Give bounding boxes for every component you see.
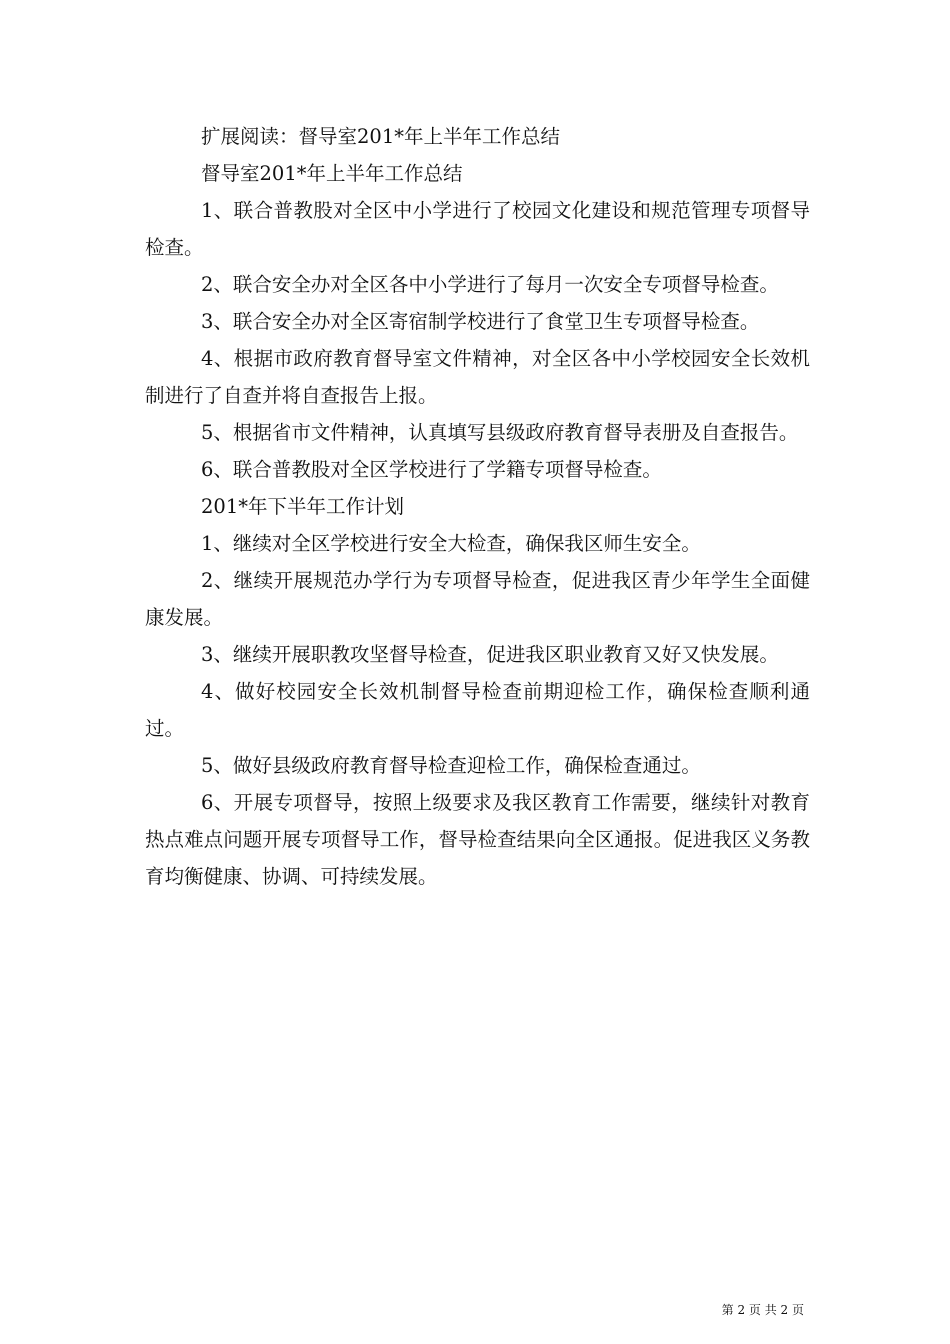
plan-item-4: 4、做好校园安全长效机制督导检查前期迎检工作，确保检查顺利通过。 [145,680,810,740]
summary-title: 督导室201*年上半年工作总结 [201,162,463,185]
plan-item-5: 5、做好县级政府教育督导检查迎检工作，确保检查通过。 [201,754,701,777]
summary-item-3: 3、联合安全办对全区寄宿制学校进行了食堂卫生专项督导检查。 [201,310,760,333]
summary-item-1: 1、联合普教股对全区中小学进行了校园文化建设和规范管理专项督导检查。 [145,199,810,259]
document-body [145,118,810,895]
summary-item-6: 6、联合普教股对全区学校进行了学籍专项督导检查。 [201,458,662,481]
summary-item-5: 5、根据省市文件精神，认真填写县级政府教育督导表册及自查报告。 [201,421,799,444]
plan-item-3: 3、继续开展职教攻坚督导检查，促进我区职业教育又好又快发展。 [201,643,779,666]
reading-heading: 扩展阅读：督导室201*年上半年工作总结 [201,125,560,148]
summary-item-2: 2、联合安全办对全区各中小学进行了每月一次安全专项督导检查。 [201,273,779,296]
plan-item-1: 1、继续对全区学校进行安全大检查，确保我区师生安全。 [201,532,701,555]
plan-title: 201*年下半年工作计划 [201,495,404,518]
plan-item-6: 6、开展专项督导，按照上级要求及我区教育工作需要，继续针对教育热点难点问题开展专项督导工作，督导检查结果向全区通报。促进我区义务教育均衡健康、协调、可持续发展。 [145,791,810,888]
plan-item-2: 2、继续开展规范办学行为专项督导检查，促进我区青少年学生全面健康发展。 [145,569,810,629]
page-number-footer: 第 2 页 共 2 页 [721,1303,804,1317]
summary-item-4: 4、根据市政府教育督导室文件精神，对全区各中小学校园安全长效机制进行了自查并将自查报告上报。 [145,347,810,407]
